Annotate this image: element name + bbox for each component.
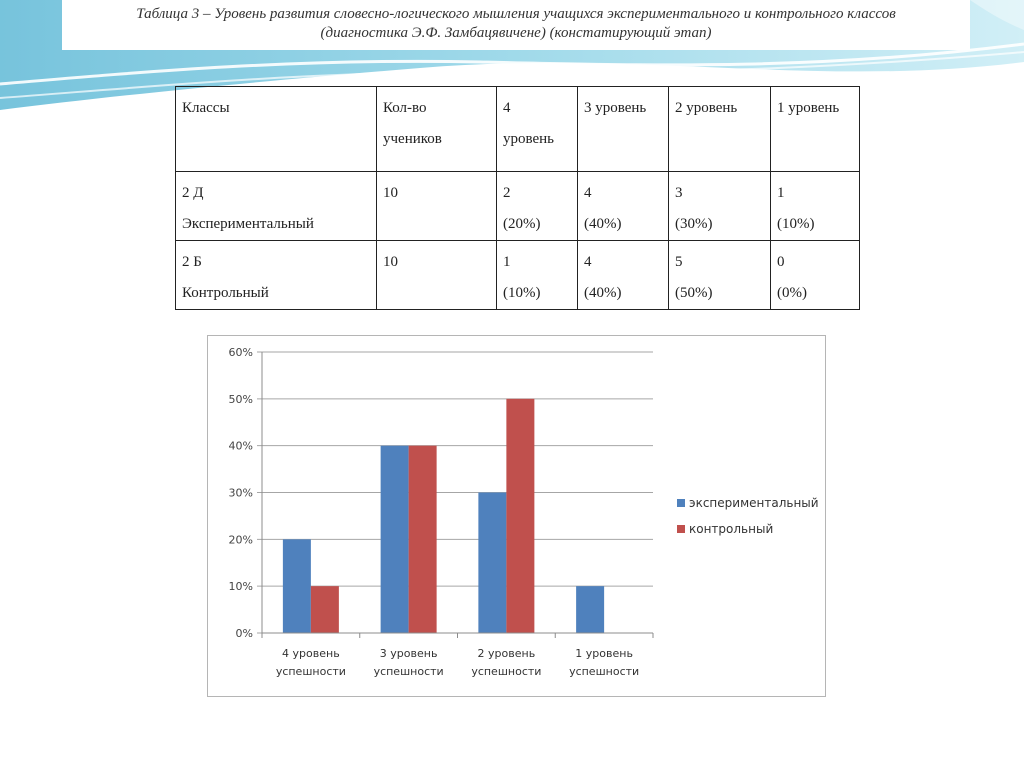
legend-swatch [677, 499, 685, 507]
bar-chart [207, 335, 826, 697]
cell-text: 1 [777, 185, 785, 201]
cell-text: 2 [503, 185, 511, 201]
bar-experimental [576, 586, 604, 633]
table-header-cell [377, 87, 497, 172]
table-cell [669, 241, 771, 310]
table-cell [578, 172, 669, 241]
table-cell [176, 172, 377, 241]
x-tick-label: 3 уровень [379, 647, 438, 660]
cell-text: 5 [675, 254, 683, 270]
cell-text: 4 [584, 254, 592, 270]
table-cell [377, 172, 497, 241]
cell-text: 10 [383, 185, 398, 201]
table-cell [578, 241, 669, 310]
bar-experimental [283, 539, 311, 633]
table-header-cell [578, 87, 669, 172]
y-tick-label: 40% [228, 439, 253, 453]
header-text: 2 уровень [675, 100, 738, 116]
header-text: Классы [182, 100, 230, 116]
header-text: уровень [503, 131, 555, 147]
x-tick-label: успешности [275, 665, 346, 678]
table-cell [669, 172, 771, 241]
x-tick-label: успешности [471, 665, 542, 678]
y-tick-label: 10% [228, 580, 253, 594]
table-header-row [176, 87, 860, 172]
header-text: 4 [503, 100, 511, 116]
table-header-cell [497, 87, 578, 172]
chart-canvas [208, 336, 825, 696]
table-header-cell [771, 87, 860, 172]
cell-text: Экспериментальный [182, 216, 314, 232]
cell-text: 2 Д [182, 185, 204, 201]
cell-text: 0 [777, 254, 785, 270]
cell-text: 10 [383, 254, 398, 270]
bar-control [506, 399, 534, 633]
x-tick-label: 4 уровень [282, 647, 340, 660]
header-text: 3 уровень [584, 100, 647, 116]
legend-swatch [677, 525, 685, 533]
header-text: учеников [383, 131, 442, 147]
cell-text: (50%) [675, 285, 713, 301]
table-header-cell [669, 87, 771, 172]
x-tick-label: успешности [373, 665, 444, 678]
table-row [176, 241, 860, 310]
table-cell [771, 241, 860, 310]
cell-text: (10%) [777, 216, 815, 232]
cell-text: (30%) [675, 216, 713, 232]
table-cell [497, 241, 578, 310]
title-line-1: Таблица 3 – Уровень развития словесно-логического мышления учащихся экспериментального и контрольного классов [136, 6, 896, 22]
legend-label: экспериментальный [689, 496, 819, 510]
cell-text: (20%) [503, 216, 541, 232]
table-cell [771, 172, 860, 241]
cell-text: (0%) [777, 285, 807, 301]
slide-title [62, 0, 970, 50]
x-tick-label: успешности [569, 665, 640, 678]
cell-text: (40%) [584, 216, 622, 232]
bar-experimental [381, 446, 409, 633]
x-tick-label: 2 уровень [477, 647, 536, 660]
table-row [176, 172, 860, 241]
header-text: Кол-во [383, 100, 427, 116]
y-tick-label: 30% [228, 486, 253, 500]
cell-text: 4 [584, 185, 592, 201]
y-tick-label: 20% [228, 533, 253, 547]
table-cell [176, 241, 377, 310]
cell-text: 1 [503, 254, 511, 270]
y-tick-label: 0% [235, 627, 253, 640]
table-cell [377, 241, 497, 310]
bar-experimental [478, 493, 506, 634]
x-tick-label: 1 уровень [575, 647, 633, 660]
y-tick-label: 50% [228, 392, 253, 406]
cell-text: (40%) [584, 285, 622, 301]
y-tick-label: 60% [228, 346, 253, 359]
results-table [175, 86, 860, 310]
table-header-cell [176, 87, 377, 172]
table-cell [497, 172, 578, 241]
header-text: 1 уровень [777, 100, 840, 116]
bar-control [311, 586, 339, 633]
legend-label: контрольный [689, 522, 774, 536]
bar-control [409, 446, 437, 633]
title-line-2: (диагностика Э.Ф. Замбацявичене) (констатирующий этап) [320, 25, 712, 41]
cell-text: 3 [675, 185, 683, 201]
cell-text: (10%) [503, 285, 541, 301]
cell-text: 2 Б [182, 254, 202, 270]
cell-text: Контрольный [182, 285, 269, 301]
